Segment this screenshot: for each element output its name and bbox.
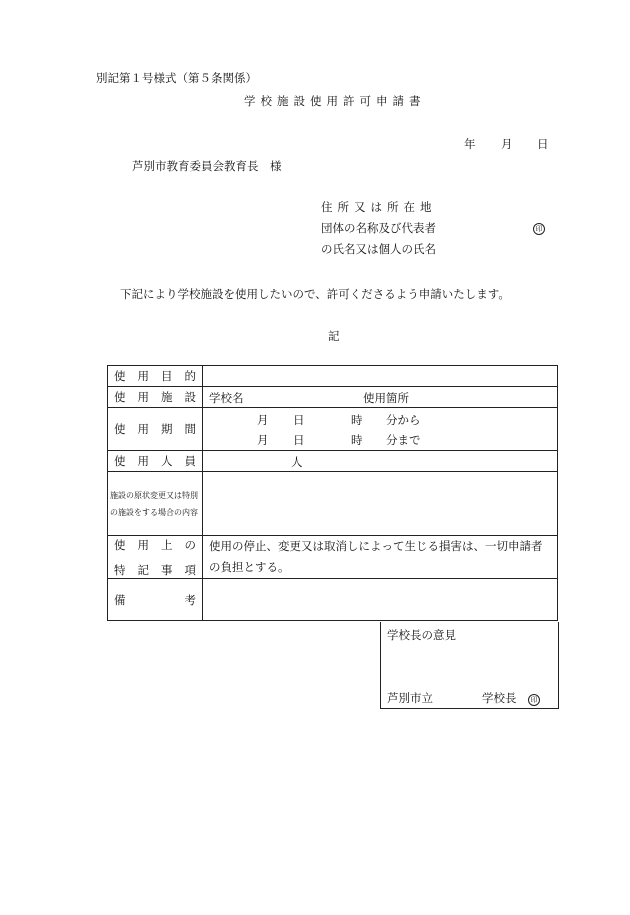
period-to-month: 月 xyxy=(257,433,269,447)
notes-label: 使 用 上 の 特 記 事 項 xyxy=(108,536,203,579)
applicant-address-label: 住所又は所在地 xyxy=(321,200,437,214)
remarks-field[interactable] xyxy=(203,579,558,621)
row-period xyxy=(108,408,558,451)
remarks-label: 備 考 xyxy=(108,579,203,621)
principal-label: 学校長 xyxy=(482,691,517,705)
period-label: 使 用 期 間 xyxy=(108,408,203,451)
row-notes xyxy=(108,536,558,579)
period-from-month: 月 xyxy=(257,413,269,427)
principal-opinion-label: 学校長の意見 xyxy=(387,628,456,642)
document-title: 学校施設使用許可申請書 xyxy=(244,94,426,108)
addressee: 芦別市教育委員会教育長 様 xyxy=(132,159,282,173)
applicant-name-label-continued: の氏名又は個人の氏名 xyxy=(321,242,436,256)
period-from-minute: 分から xyxy=(386,413,421,427)
facility-field[interactable] xyxy=(203,387,558,408)
people-unit: 人 xyxy=(291,455,303,469)
principal-seal-icon: 印 xyxy=(528,691,540,706)
date-month-label: 月 xyxy=(501,137,513,151)
row-remarks xyxy=(108,579,558,621)
ki-heading: 記 xyxy=(328,329,340,343)
usage-location-label: 使用箇所 xyxy=(363,391,409,405)
people-field[interactable] xyxy=(203,451,558,472)
applicant-name-label: 団体の名称及び代表者 xyxy=(321,221,436,235)
period-field[interactable] xyxy=(203,408,558,451)
row-facility xyxy=(108,387,558,408)
date-year-label: 年 xyxy=(464,137,476,151)
period-to-day: 日 xyxy=(293,433,305,447)
notes-field xyxy=(203,536,558,579)
principal-opinion-box[interactable] xyxy=(380,622,559,709)
form-number-label: 別記第１号様式（第５条関係） xyxy=(96,71,257,85)
application-table xyxy=(107,365,558,621)
facility-label: 使 用 施 設 xyxy=(108,387,203,408)
city-label: 芦別市立 xyxy=(387,691,433,705)
school-name-label: 学校名 xyxy=(209,391,244,405)
period-to-minute: 分まで xyxy=(386,433,421,447)
row-purpose xyxy=(108,366,558,387)
request-text: 下記により学校施設を使用したいので、許可くださるよう申請いたします。 xyxy=(120,287,510,301)
row-people xyxy=(108,451,558,472)
notes-text: 使用の停止、変更又は取消しによって生じる損害は、一切申請者の負担とする。 xyxy=(209,539,543,574)
seal-icon: 印 xyxy=(533,220,545,235)
purpose-field[interactable] xyxy=(203,366,558,387)
row-alteration xyxy=(108,472,558,536)
people-label: 使 用 人 員 xyxy=(108,451,203,472)
period-from-day: 日 xyxy=(293,413,305,427)
period-to-hour: 時 xyxy=(351,433,363,447)
alteration-field[interactable] xyxy=(203,472,558,536)
period-from-hour: 時 xyxy=(351,413,363,427)
purpose-label: 使 用 目 的 xyxy=(108,366,203,387)
alteration-label: 施設の原状変更又は特別の施設をする場合の内容 xyxy=(108,472,203,536)
date-day-label: 日 xyxy=(537,137,549,151)
